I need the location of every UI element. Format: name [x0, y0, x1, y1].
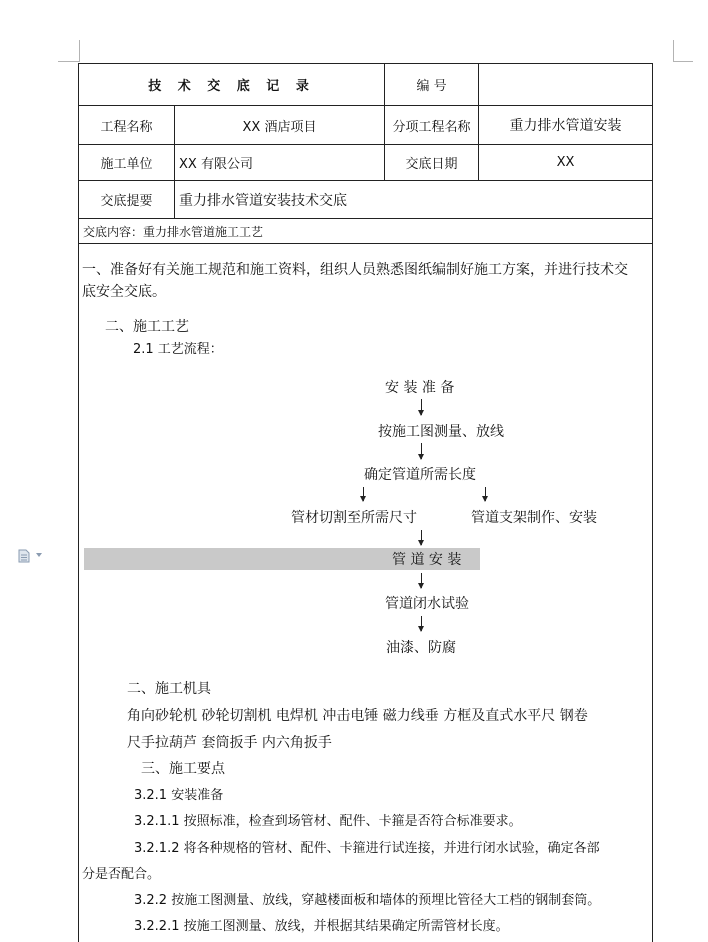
- flow-arrow-3-right: [485, 487, 486, 501]
- project-label: 工程名称: [79, 106, 175, 145]
- flow-step-cutting: 管材切割至所需尺寸: [291, 510, 417, 526]
- tools-line-1: 角向砂轮机 砂轮切割机 电焊机 冲击电锤 磁力线垂 方框及直式水平尺 钢卷: [127, 708, 588, 724]
- section-heading-process: 二、施工工艺: [105, 319, 189, 335]
- subproject-label: 分项工程名称: [385, 106, 479, 145]
- section-heading-tools: 二、施工机具: [127, 681, 211, 697]
- flow-arrow-2: [421, 443, 422, 459]
- crop-mark-right-v: [673, 40, 674, 62]
- crop-mark-left-h: [58, 61, 80, 62]
- para-3-2-1-1: 3.2.1.1 按照标准，检查到场管材、配件、卡箍是否符合标准要求。: [134, 814, 522, 829]
- flow-arrow-6: [421, 616, 422, 631]
- section-heading-key-points: 三、施工要点: [141, 761, 225, 777]
- tools-line-2: 尺手拉葫芦 套筒扳手 内六角扳手: [127, 735, 332, 751]
- para-3-2-1-2-line-2: 分是否配合。: [82, 867, 161, 882]
- flow-step-water-test: 管道闭水试验: [385, 596, 469, 612]
- flow-arrow-5: [421, 573, 422, 588]
- unit-value: XX 有限公司: [175, 145, 385, 181]
- subproject-value: 重力排水管道安装: [479, 106, 653, 145]
- chevron-down-icon[interactable]: [36, 553, 42, 557]
- summary-value: 重力排水管道安装技术交底: [175, 181, 653, 219]
- project-value: XX 酒店项目: [175, 106, 385, 145]
- para-3-2-2: 3.2.2 按施工图测量、放线，穿越楼面板和墙体的预埋比管径大工档的钢制套筒。: [134, 893, 601, 908]
- unit-label: 施工单位: [79, 145, 175, 181]
- subsection-flow: 2.1 工艺流程：: [133, 342, 223, 357]
- flow-step-support: 管道支架制作、安装: [471, 510, 597, 526]
- intro-line-2: 底安全交底。: [82, 284, 166, 300]
- document-title: 技 术 交 底 记 录: [79, 64, 385, 106]
- para-3-2-1-2-line-1: 3.2.1.2 将各种规格的管材、配件、卡箍进行试连接，并进行闭水试验，确定各部: [134, 841, 600, 856]
- summary-label: 交底提要: [79, 181, 175, 219]
- flow-step-length: 确定管道所需长度: [364, 467, 476, 483]
- date-value: XX: [479, 145, 653, 181]
- date-label: 交底日期: [385, 145, 479, 181]
- number-label: 编 号: [385, 64, 479, 106]
- para-3-2-1: 3.2.1 安装准备: [134, 788, 224, 803]
- flow-arrow-4: [421, 530, 422, 545]
- intro-line-1: 一、准备好有关施工规范和施工资料，组织人员熟悉图纸编制好施工方案，并进行技术交: [82, 262, 628, 278]
- flow-arrow-3-left: [363, 487, 364, 501]
- flow-step-preparation: 安 装 准 备: [385, 380, 455, 396]
- header-table: [78, 63, 653, 244]
- flow-step-survey: 按施工图测量、放线: [378, 424, 504, 440]
- crop-mark-right-h: [673, 61, 693, 62]
- content-label: 交底内容：重力排水管道施工工艺: [79, 219, 653, 244]
- flow-step-installation: 管 道 安 装: [392, 552, 462, 568]
- flow-arrow-1: [421, 399, 422, 415]
- para-3-2-2-1: 3.2.2.1 按施工图测量、放线，并根据其结果确定所需管材长度。: [134, 919, 509, 934]
- document-icon[interactable]: [17, 549, 31, 563]
- crop-mark-left-v: [79, 40, 80, 62]
- flow-step-painting: 油漆、防腐: [386, 640, 456, 656]
- number-value: [479, 64, 653, 106]
